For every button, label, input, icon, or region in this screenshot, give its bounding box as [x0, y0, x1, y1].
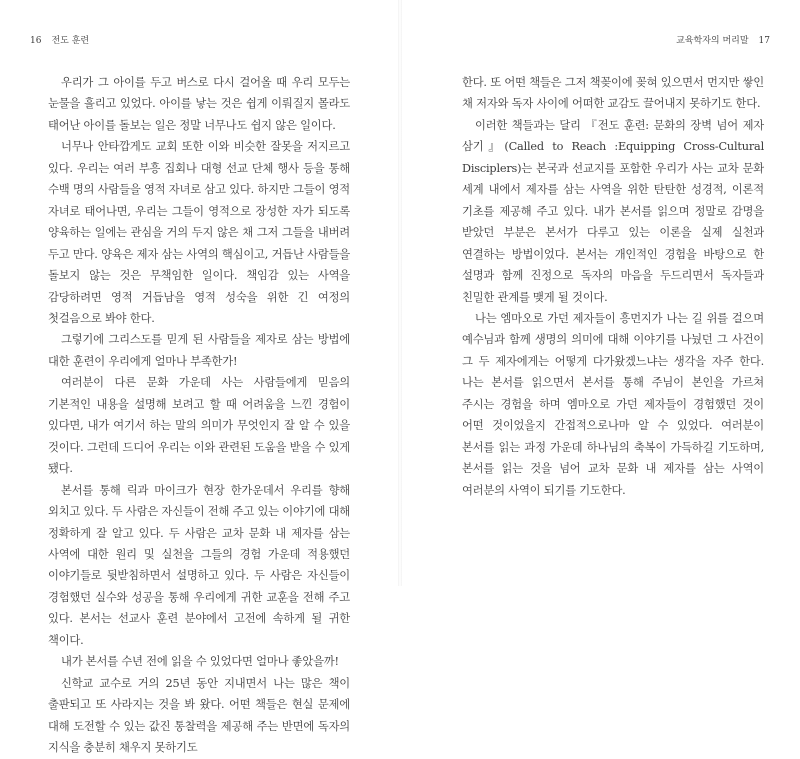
left-running-head	[30, 35, 89, 47]
left-running-head-title: 전도 훈련	[51, 36, 90, 46]
left-page	[0, 0, 400, 755]
paragraph: 이러한 책들과는 달리 『전도 훈련: 문화의 장벽 넘어 제자 삼기』(Called to Reach :Equipping Cross-Cultural Disciplers)는 본국과 선교지를 포함한 우리가 사는 교차 문화 세계 내에서 제자를 삼는 사역을 위한 탄탄한 성경적, 이론적 기초를 제공해 주고 있다. 내가 본서를 읽으며 정말로 감명을 받았던 부분은 본서가 다루고 있는 이론을 실제 실천과 연결하는 방법이었다. 본서는 개인적인 경험을 바탕으로 한 설명과 함께 진정으로 독자의 마음을 두드리면서 독자들과 친밀한 관계를 맺게 될 것이다.	[462, 118, 764, 304]
paragraph: 너무나 안타깝게도 교회 또한 이와 비슷한 잘못을 저지르고 있다. 우리는 여러 부흥 집회나 대형 선교 단체 행사 등을 통해 수백 명의 사람들을 영적 자녀로 삼고 있다. 하지만 그들이 영적 자녀로 태어나면, 우리는 그들이 영적으로 장성한 자가 되도록 양육하는 일에는 관심을 거의 두지 않은 채 그저 그들을 내버려 두고 만다. 양육은 제자 삼는 사역의 핵심이고, 거듭난 사람들을 돌보지 않는 것은 무책임한 일이다. 책임감 있는 사역을 감당하려면 영적 거듭남을 영적 성숙을 위한 긴 여정의 첫걸음으로 봐야 한다.	[48, 140, 350, 325]
paragraph: 여러분이 다른 문화 가운데 사는 사람들에게 믿음의 기본적인 내용을 설명해 보려고 할 때 어려움을 느낀 경험이 있다면, 내가 여기서 하는 말의 의미가 무엇인지 잘 알 수 있을 것이다. 그런데 드디어 우리는 이와 관련된 도움을 받을 수 있게 됐다.	[48, 376, 350, 476]
paragraph: 본서를 통해 릭과 마이크가 현장 한가운데서 우리를 향해 외치고 있다. 두 사람은 자신들이 전해 주고 있는 이야기에 대해 정확하게 잘 알고 있다. 두 사람은 교차 문화 내 제자를 삼는 사역에 대한 원리 및 실천을 그들의 경험 가운데 적용했던 이야기들로 뒷받침하면서 설명하고 있다. 두 사람은 자신들이 경험했던 실수와 성공을 통해 우리에게 귀한 교훈을 전해 주고 있다. 본서는 선교사 훈련 분야에서 고전에 속하게 될 귀한 책이다.	[48, 483, 350, 647]
paragraph: 한다. 또 어떤 책들은 그저 책꽂이에 꽂혀 있으면서 먼지만 쌓인 채 저자와 독자 사이에 어떠한 교감도 끌어내지 못하기도 한다.	[462, 76, 764, 111]
paragraph: 신학교 교수로 거의 25년 동안 지내면서 나는 많은 책이 출판되고 또 사라지는 것을 봐 왔다. 어떤 책들은 현실 문제에 대해 도전할 수 있는 값진 통찰력을 제공해 주는 반면에 독자의 지식을 충분히 채우지 못하기도	[48, 676, 350, 755]
right-page-number: 17	[758, 36, 770, 46]
right-running-head	[676, 35, 770, 47]
left-page-number: 16	[30, 36, 42, 46]
right-page	[400, 0, 800, 586]
paragraph: 그렇기에 그리스도를 믿게 된 사람들을 제자로 삼는 방법에 대한 훈련이 우리에게 얼마나 부족한가!	[48, 333, 350, 368]
paragraph: 나는 엠마오로 가던 제자들이 흥먼지가 나는 길 위를 걸으며 예수님과 함께 생명의 의미에 대해 이야기를 나눴던 그 사건이 그 두 제자에게는 어떻게 다가왔겠느냐는 생각을 자주 한다. 나는 본서를 읽으면서 본서를 통해 주님이 본인을 가르쳐 주시는 경험을 하며 엠마오로 가던 제자들이 경험했던 것이 어떤 것이었을지 간접적으로나마 알 수 있었다. 여러분이 본서를 읽는 과정 가운데 하나님의 축복이 가득하길 기도하며, 본서를 읽는 것을 넘어 교차 문화 내 제자를 삼는 사역이 여러분의 사역이 되기를 기도한다.	[462, 311, 764, 497]
paragraph: 내가 본서를 수년 전에 읽을 수 있었다면 얼마나 좋았을까!	[61, 655, 339, 669]
left-body-text	[48, 72, 350, 759]
right-running-head-title: 교육학자의 머리말	[676, 36, 749, 46]
right-body-text	[462, 72, 764, 501]
paragraph: 우리가 그 아이를 두고 버스로 다시 걸어올 때 우리 모두는 눈물을 흘리고 있었다. 아이를 낳는 것은 쉽게 이뤄질지 몰라도 태어난 아이를 돌보는 일은 정말 너무나도 쉽지 않은 일이다.	[48, 76, 350, 132]
